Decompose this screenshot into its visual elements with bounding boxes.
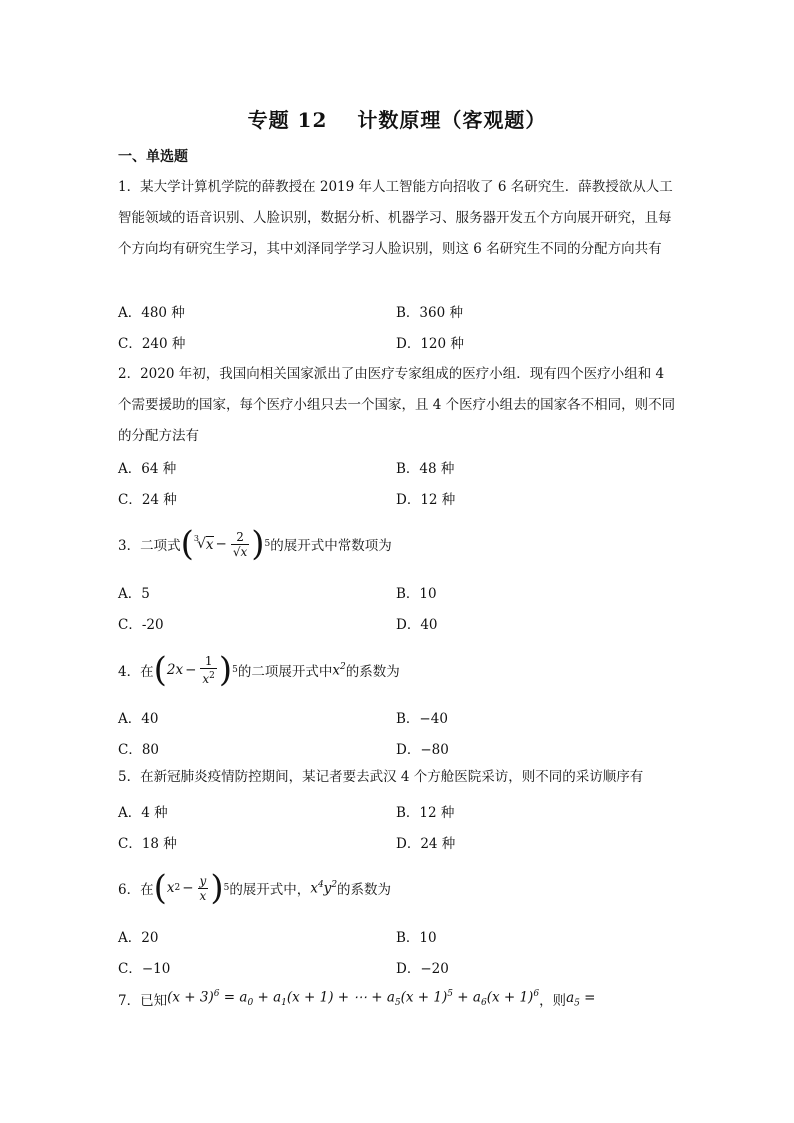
question-6-suffix-b: 的系数为: [337, 882, 392, 898]
question-7-prefix: 7．已知: [118, 993, 168, 1009]
question-6-prefix: 6．在: [118, 882, 154, 898]
question-5-option-c: C．18 种: [118, 836, 177, 852]
question-4-term: $x^2$: [332, 661, 346, 679]
question-6-text: [118, 864, 391, 912]
title-main: 专题 12: [247, 108, 328, 132]
question-4-suffix-a: 的二项展开式中: [237, 664, 333, 680]
question-4-option-d: D．−80: [396, 742, 449, 758]
question-4-option-c: C．80: [118, 742, 160, 758]
question-2-text: 2．2020 年初，我国向相关国家派出了由医疗专家组成的医疗小组．现有四个医疗小组和 4 个需要援助的国家，每个医疗小组只去一个国家，且 4 个医疗小组去的国家各不相同，则不同的分配方法有: [118, 366, 676, 444]
question-3-option-c: C．-20: [118, 617, 164, 633]
question-5-option-b: B．12 种: [396, 805, 455, 821]
question-6-expression: ( x 2 − $\frac{y}{x}$ ) 5: [153, 868, 230, 908]
question-6-option-d: D．−20: [396, 961, 449, 977]
title-sub: 计数原理（客观题）: [357, 108, 547, 132]
question-3-option-d: D．40: [396, 617, 438, 633]
question-3-option-a: A．5: [118, 586, 150, 602]
question-4-text: [118, 646, 400, 694]
question-3-option-b: B．10: [396, 586, 437, 602]
question-4-option-a: A．40: [118, 711, 159, 727]
question-6-option-c: C．−10: [118, 961, 171, 977]
question-2-option-b: B．48 种: [396, 461, 455, 477]
question-7-suffix: ，则: [539, 993, 567, 1009]
question-1-option-a: A．480 种: [118, 305, 185, 321]
question-6-suffix-a: 的展开式中，: [229, 882, 311, 898]
question-3-text: [118, 520, 392, 568]
section-heading: 一、单选题: [118, 149, 188, 165]
question-5-option-d: D．24 种: [396, 836, 456, 852]
question-6-option-a: A．20: [118, 930, 159, 946]
question-2-option-c: C．24 种: [118, 492, 177, 508]
question-3-expression: ( $^3$ √ x − $\frac{2}{√x}$ ) 5: [180, 524, 271, 564]
question-4-suffix-b: 的系数为: [345, 664, 400, 680]
question-3-prefix: 3．二项式: [118, 538, 181, 554]
question-1-option-d: D．120 种: [396, 336, 464, 352]
question-6-term: $x^4y^2$: [310, 879, 338, 897]
question-7-equation: $(x + 3)^6 = a_0 + a_1(x + 1)$ + ⋯ + $a_5(x + 1)^5 + a_6(x + 1)^6$: [167, 989, 540, 1009]
question-2-option-a: A．64 种: [118, 461, 177, 477]
question-7-ask: $a_5$ =: [566, 989, 596, 1009]
question-1-option-c: C．240 种: [118, 336, 186, 352]
page-title: [0, 104, 794, 133]
question-1-option-b: B．360 种: [396, 305, 463, 321]
question-4-option-b: B．−40: [396, 711, 448, 727]
question-1-text: 1．某大学计算机学院的薛教授在 2019 年人工智能方向招收了 6 名研究生．薛教授欲从人工智能领域的语音识别、人脸识别，数据分析、机器学习、服务器开发五个方向展开研究，且每个方向均有研究生学习，其中刘泽同学学习人脸识别，则这 6 名研究生不同的分配方向共有: [118, 179, 673, 257]
question-7-text: [118, 975, 595, 1023]
question-4-prefix: 4．在: [118, 664, 154, 680]
question-5-text: 5．在新冠肺炎疫情防控期间，某记者要去武汉 4 个方舱医院采访，则不同的采访顺序有: [118, 769, 644, 785]
question-4-expression: ( 2x − $\frac{1}{x^2}$ ) 5: [153, 650, 238, 690]
question-3-suffix: 的展开式中常数项为: [270, 538, 392, 554]
question-6-option-b: B．10: [396, 930, 437, 946]
question-5-option-a: A．4 种: [118, 805, 168, 821]
question-2-option-d: D．12 种: [396, 492, 456, 508]
